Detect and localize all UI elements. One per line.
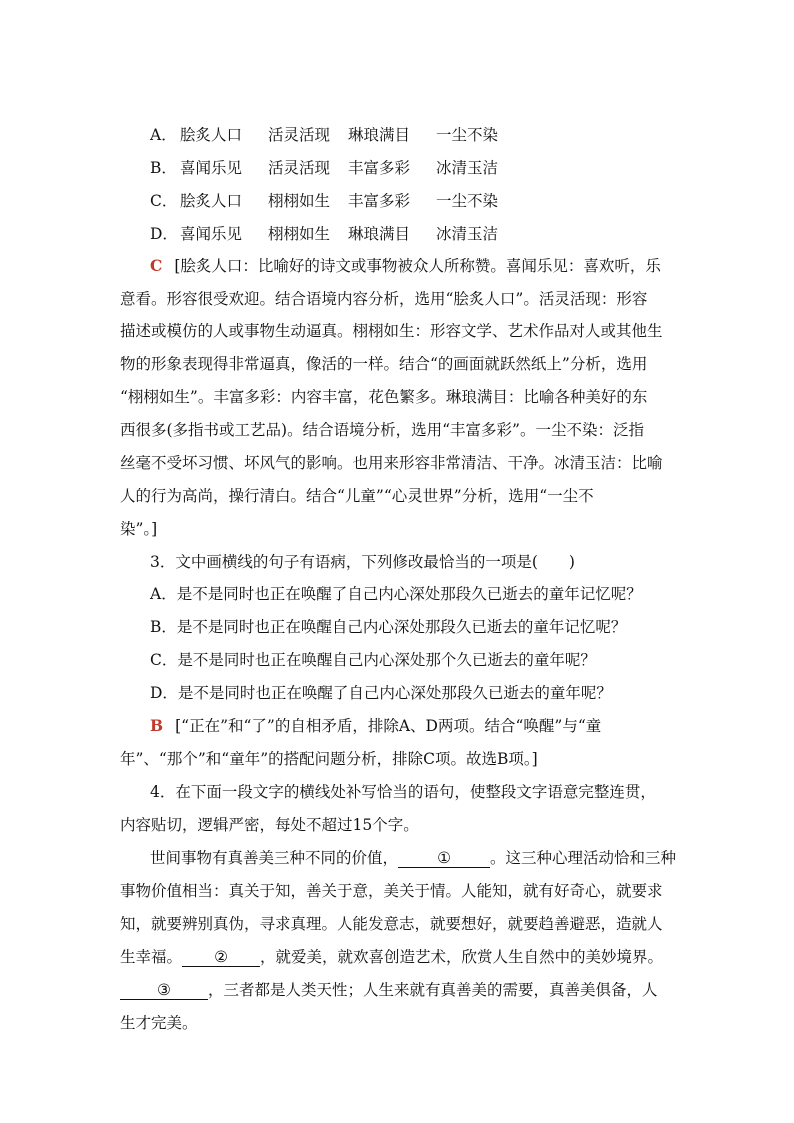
answer-letter: C <box>150 256 163 275</box>
explanation-line: 描述或模仿的人或事物生动逼真。栩栩如生：形容文学、艺术作品对人或其他生 <box>120 322 663 340</box>
option-b-label-row <box>150 157 177 179</box>
option-item: 栩栩如生 <box>268 225 331 243</box>
explanation-line: 年”、“那个”和“童年”的搭配问题分析，排除C项。故选B项。] <box>120 750 538 768</box>
blank-2[interactable]: ② <box>182 948 260 967</box>
explanation-text: [“正在”和“了”的自相矛盾，排除A、D两项。结合“唤醒”与“童 <box>175 717 602 735</box>
q3-option-b: B．是不是同时也正在唤醒自己内心深处那段久已逝去的童年记忆呢？ <box>150 618 627 636</box>
passage-text: ，三者都是人类天性；人生来就有真善美的需要，真善美俱备，人 <box>208 981 658 999</box>
q2-answer-line <box>150 255 661 277</box>
option-label: C． <box>150 192 178 210</box>
explanation-line: 染”。] <box>120 520 158 538</box>
option-item: 喜闻乐见 <box>180 159 243 177</box>
option-item: 丰富多彩 <box>348 159 411 177</box>
blank-1[interactable]: ① <box>398 849 490 868</box>
option-c-items <box>180 190 498 212</box>
option-item: 冰清玉洁 <box>436 159 499 177</box>
passage-text: 生幸福。 <box>120 948 183 966</box>
explanation-line: 意看。形容很受欢迎。结合语境内容分析，选用“脍炙人口”。活灵活现：形容 <box>120 290 648 308</box>
option-item: 脍炙人口 <box>180 192 243 210</box>
option-label: D． <box>150 225 178 243</box>
option-item: 栩栩如生 <box>268 192 331 210</box>
explanation-line: 西很多(多指书或工艺品)。结合语境分析，选用“丰富多彩”。一尘不染：泛指 <box>120 421 644 439</box>
q3-option-a: A．是不是同时也正在唤醒了自己内心深处那段久已逝去的童年记忆呢？ <box>150 585 642 603</box>
passage-text: 。这三种心理活动恰和三种 <box>490 849 677 867</box>
option-c-label-row <box>150 190 177 212</box>
passage-text: 世间事物有真善美三种不同的价值， <box>150 849 399 867</box>
explanation-line: 物的形象表现得非常逼真，像活的一样。结合“的画面就跃然纸上”分析，选用 <box>120 355 648 373</box>
option-label: A． <box>150 126 177 144</box>
option-item: 活灵活现 <box>268 159 331 177</box>
option-item: 脍炙人口 <box>180 126 243 144</box>
q3-option-c: C．是不是同时也正在唤醒自己内心深处那个久已逝去的童年呢？ <box>150 651 596 669</box>
option-b-items <box>180 157 498 179</box>
answer-letter: B <box>150 716 164 735</box>
passage-line <box>150 847 676 869</box>
option-item: 活灵活现 <box>268 126 331 144</box>
option-label: B． <box>150 159 177 177</box>
option-item: 喜闻乐见 <box>180 225 243 243</box>
option-item: 琳琅满目 <box>348 126 411 144</box>
q4-stem-line: 4．在下面一段文字的横线处补写恰当的语句，使整段文字语意完整连贯， <box>150 783 656 801</box>
option-item: 一尘不染 <box>436 126 499 144</box>
passage-line <box>120 946 663 968</box>
q4-stem-line: 内容贴切，逻辑严密，每处不超过15个字。 <box>120 816 419 834</box>
explanation-line: 丝毫不受坏习惯、坏风气的影响。也用来形容非常清洁、干净。冰清玉洁：比喻 <box>120 454 663 472</box>
option-a-items <box>180 124 498 146</box>
option-item: 丰富多彩 <box>348 192 411 210</box>
option-item: 一尘不染 <box>436 192 499 210</box>
explanation-line: 人的行为高尚，操行清白。结合“儿童”“心灵世界”分析，选用“一尘不 <box>120 487 594 505</box>
explanation-text: [脍炙人口：比喻好的诗文或事物被众人所称赞。喜闻乐见：喜欢听，乐 <box>174 257 661 275</box>
blank-3[interactable]: ③ <box>120 981 208 1000</box>
passage-text: ，就爱美，就欢喜创造艺术，欣赏人生自然中的美妙境界。 <box>260 948 664 966</box>
passage-line: 事物价值相当：真关于知，善关于意，美关于情。人能知，就有好奇心，就要求 <box>120 882 663 900</box>
option-item: 冰清玉洁 <box>436 225 499 243</box>
passage-line: 知，就要辨别真伪，寻求真理。人能发意志，就要想好，就要趋善避恶，造就人 <box>120 915 663 933</box>
option-d-items <box>180 223 498 245</box>
passage-line: 生才完美。 <box>120 1014 198 1032</box>
explanation-line: “栩栩如生”。丰富多彩：内容丰富，花色繁多。琳琅满目：比喻各种美好的东 <box>120 388 648 406</box>
option-item: 琳琅满目 <box>348 225 411 243</box>
q3-stem: 3．文中画横线的句子有语病，下列修改最恰当的一项是( ) <box>150 553 575 571</box>
option-d-label-row <box>150 223 178 245</box>
q3-answer-line <box>150 715 601 737</box>
q3-option-d: D．是不是同时也正在唤醒了自己内心深处那段久已逝去的童年呢？ <box>150 684 612 702</box>
passage-line <box>120 979 658 1001</box>
